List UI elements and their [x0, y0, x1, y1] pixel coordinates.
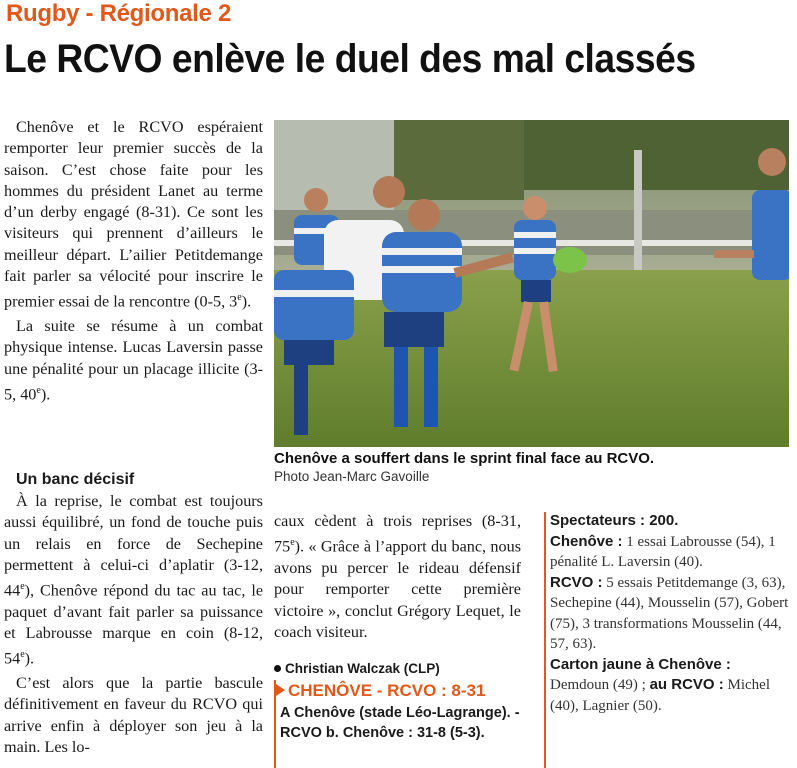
author-byline	[274, 660, 534, 678]
article-column-2	[274, 511, 521, 643]
article-column-1-top	[4, 117, 263, 406]
caption-text: Chenôve a souffert dans le sprint final face au RCVO.	[274, 450, 655, 467]
match-stats	[550, 511, 793, 716]
subheading: Un banc décisif	[16, 471, 135, 488]
paragraph-2: La suite se résume à un combat physique intense. Lucas Laversin passe une pénalité pour un placage illicite (3-5, 40e).	[4, 317, 263, 404]
stats-rule	[544, 512, 546, 768]
paragraph-4: C’est alors que la partie bascule définitivement en faveur du RCVO qui arrive enfin à déployer son jeu à la main. Les lo-	[4, 674, 263, 757]
article-headline: Le RCVO enlève le duel des mal classés	[4, 37, 696, 81]
photo-caption	[274, 449, 794, 486]
bullet-icon	[274, 665, 281, 672]
author-name: Christian Walczak (CLP)	[285, 661, 440, 676]
score-text: CHENÔVE - RCVO : 8-31	[288, 681, 486, 700]
match-info: A Chenôve (stade Léo-Lagrange). - RCVO b. Chenôve : 31-8 (5-3).	[280, 705, 520, 741]
paragraph-3: À la reprise, le combat est toujours aussi équilibré, un fond de touche puis un relais en force de Sechepine permettent à celui-ci d’aplatir (3-12, 44e), Chenôve répond du tac au tac, le paquet d’avant fait parler sa puissance et Labrousse marque en coin (8-12, 54e).	[4, 492, 263, 668]
article-column-1-bottom	[4, 470, 263, 758]
paragraph-1: Chenôve et le RCVO espéraient remporter leur premier succès de la saison. C’est chose faite pour les hommes du président Lanet au terme d’un derby engagé (8-31). Ce sont les visiteurs qui prennent d’ailleurs le meilleur départ. L’ailier Petitdemange fait parler sa vélocité pour inscrire le premier essai de la rencontre (0-5, 3e).	[4, 118, 263, 311]
rcvo-scorers: RCVO : 5 essais Petitdemange (3, 63), Sechepine (44), Mousselin (57), Gobert (75), 3 transformations Mousselin (44, 57, 63).	[550, 573, 789, 652]
chenove-scorers: Chenôve : 1 essai Labrousse (54), 1 pénalité L. Laversin (40).	[550, 532, 776, 570]
photo-credit: Photo Jean-Marc Gavoille	[274, 469, 430, 484]
yellow-cards: Carton jaune à Chenôve : Demdoun (49) ; au RCVO : Michel (40), Lagnier (50).	[550, 655, 771, 714]
triangle-icon	[276, 684, 285, 696]
spectators: Spectateurs : 200.	[550, 512, 679, 529]
rugby-match-photo	[274, 120, 789, 447]
paragraph-5: caux cèdent à trois reprises (8-31, 75e). « Grâce à l’apport du banc, nous avons pu percer le rideau défensif pour remporter cette première victoire », conclut Grégory Lequet, le coach visiteur.	[274, 512, 521, 641]
section-rubric: Rugby - Régionale 2	[6, 0, 231, 27]
score-headline	[276, 680, 538, 702]
